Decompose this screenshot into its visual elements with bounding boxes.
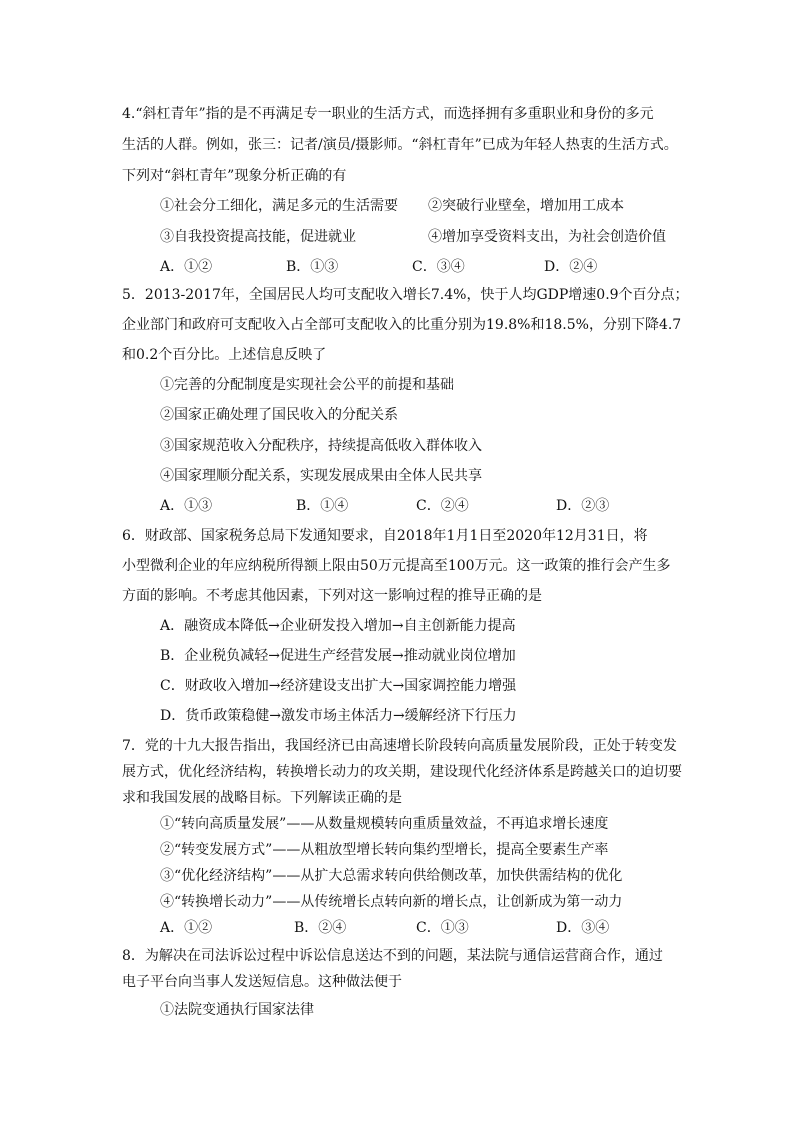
q4-stem-line-2: 生活的人群。例如，张三：记者/演员/摄影师。“斜杠青年”已成为年轻人热衷的生活方式。 — [122, 137, 678, 153]
q7-item-4: ④“转换增长动力”——从传统增长点转向新的增长点，让创新成为第一动力 — [160, 894, 623, 910]
q8-stem-line-2: 电子平台向当事人发送短信息。这种做法便于 — [122, 974, 402, 990]
q7-stem-line-3: 求和我国发展的战略目标。下列解读正确的是 — [122, 790, 402, 806]
q5-item-4: ④国家理顺分配关系，实现发展成果由全体人民共享 — [160, 468, 482, 484]
q5-item-2: ②国家正确处理了国民收入的分配关系 — [160, 407, 398, 423]
q4-stem-line-1: 4.“斜杠青年”指的是不再满足专一职业的生活方式，而选择拥有多重职业和身份的多元 — [122, 106, 654, 122]
q7-stem-line-1: 7．党的十九大报告指出，我国经济已由高速增长阶段转向高质量发展阶段，正处于转变发 — [122, 738, 677, 754]
q6-choice-b: B．企业税负减轻→促进生产经营发展→推动就业岗位增加 — [160, 648, 516, 664]
q5-option-a: A．①③ — [160, 498, 213, 514]
q8-item-1: ①法院变通执行国家法律 — [160, 1002, 314, 1018]
q7-stem-line-2: 展方式，优化经济结构，转换增长动力的攻关期，建设现代化经济体系是跨越关口的迫切要 — [122, 764, 682, 780]
q4-item-2: ②突破行业壁垒，增加用工成本 — [428, 198, 624, 214]
q4-option-a: A．①② — [160, 259, 213, 275]
q5-stem-line-2: 企业部门和政府可支配收入占全部可支配收入的比重分别为19.8%和18.5%，分别下降4.7 — [122, 317, 682, 333]
q7-option-d: D．③④ — [556, 920, 610, 936]
q7-item-1: ①“转向高质量发展”——从数量规模转向重质量效益，不再追求增长速度 — [160, 816, 609, 832]
q5-item-3: ③国家规范收入分配秩序，持续提高低收入群体收入 — [160, 438, 482, 454]
q5-stem-line-3: 和0.2个百分比。上述信息反映了 — [122, 347, 327, 363]
q4-option-b: B．①③ — [286, 259, 339, 275]
q7-item-2: ②“转变发展方式”——从粗放型增长转向集约型增长，提高全要素生产率 — [160, 842, 609, 858]
q6-choice-d: D．货币政策稳健→激发市场主体活力→缓解经济下行压力 — [160, 708, 517, 724]
q5-stem-line-1: 5．2013-2017年，全国居民人均可支配收入增长7.4%，快于人均GDP增速0.9个百分点； — [122, 287, 689, 303]
q6-stem-line-1: 6．财政部、国家税务总局下发通知要求，自2018年1月1日至2020年12月31日，将 — [122, 528, 648, 544]
q4-item-1: ①社会分工细化，满足多元的生活需要 — [160, 198, 398, 214]
q4-item-3: ③自我投资提高技能，促进就业 — [160, 229, 356, 245]
q6-stem-line-2: 小型微利企业的年应纳税所得额上限由50万元提高至100万元。这一政策的推行会产生多 — [122, 558, 671, 574]
q4-option-c: C．③④ — [412, 259, 465, 275]
q7-option-a: A．①② — [160, 920, 213, 936]
q4-stem-line-3: 下列对“斜杠青年”现象分析正确的有 — [122, 168, 347, 184]
q5-option-c: C．②④ — [416, 498, 469, 514]
q7-option-b: B．②④ — [294, 920, 347, 936]
q4-option-d: D．②④ — [544, 259, 598, 275]
q8-stem-line-1: 8．为解决在司法诉讼过程中诉讼信息送达不到的问题，某法院与通信运营商合作，通过 — [122, 948, 663, 964]
q5-option-d: D．②③ — [556, 498, 610, 514]
q4-item-4: ④增加享受资料支出，为社会创造价值 — [428, 229, 666, 245]
q6-choice-c: C．财政收入增加→经济建设支出扩大→国家调控能力增强 — [160, 678, 517, 694]
q5-option-b: B．①④ — [296, 498, 349, 514]
q7-option-c: C．①③ — [416, 920, 469, 936]
q6-choice-a: A．融资成本降低→企业研发投入增加→自主创新能力提高 — [160, 618, 516, 634]
q6-stem-line-3: 方面的影响。不考虑其他因素，下列对这一影响过程的推导正确的是 — [122, 588, 542, 604]
q5-item-1: ①完善的分配制度是实现社会公平的前提和基础 — [160, 377, 454, 393]
q7-item-3: ③“优化经济结构”——从扩大总需求转向供给侧改革，加快供需结构的优化 — [160, 868, 623, 884]
